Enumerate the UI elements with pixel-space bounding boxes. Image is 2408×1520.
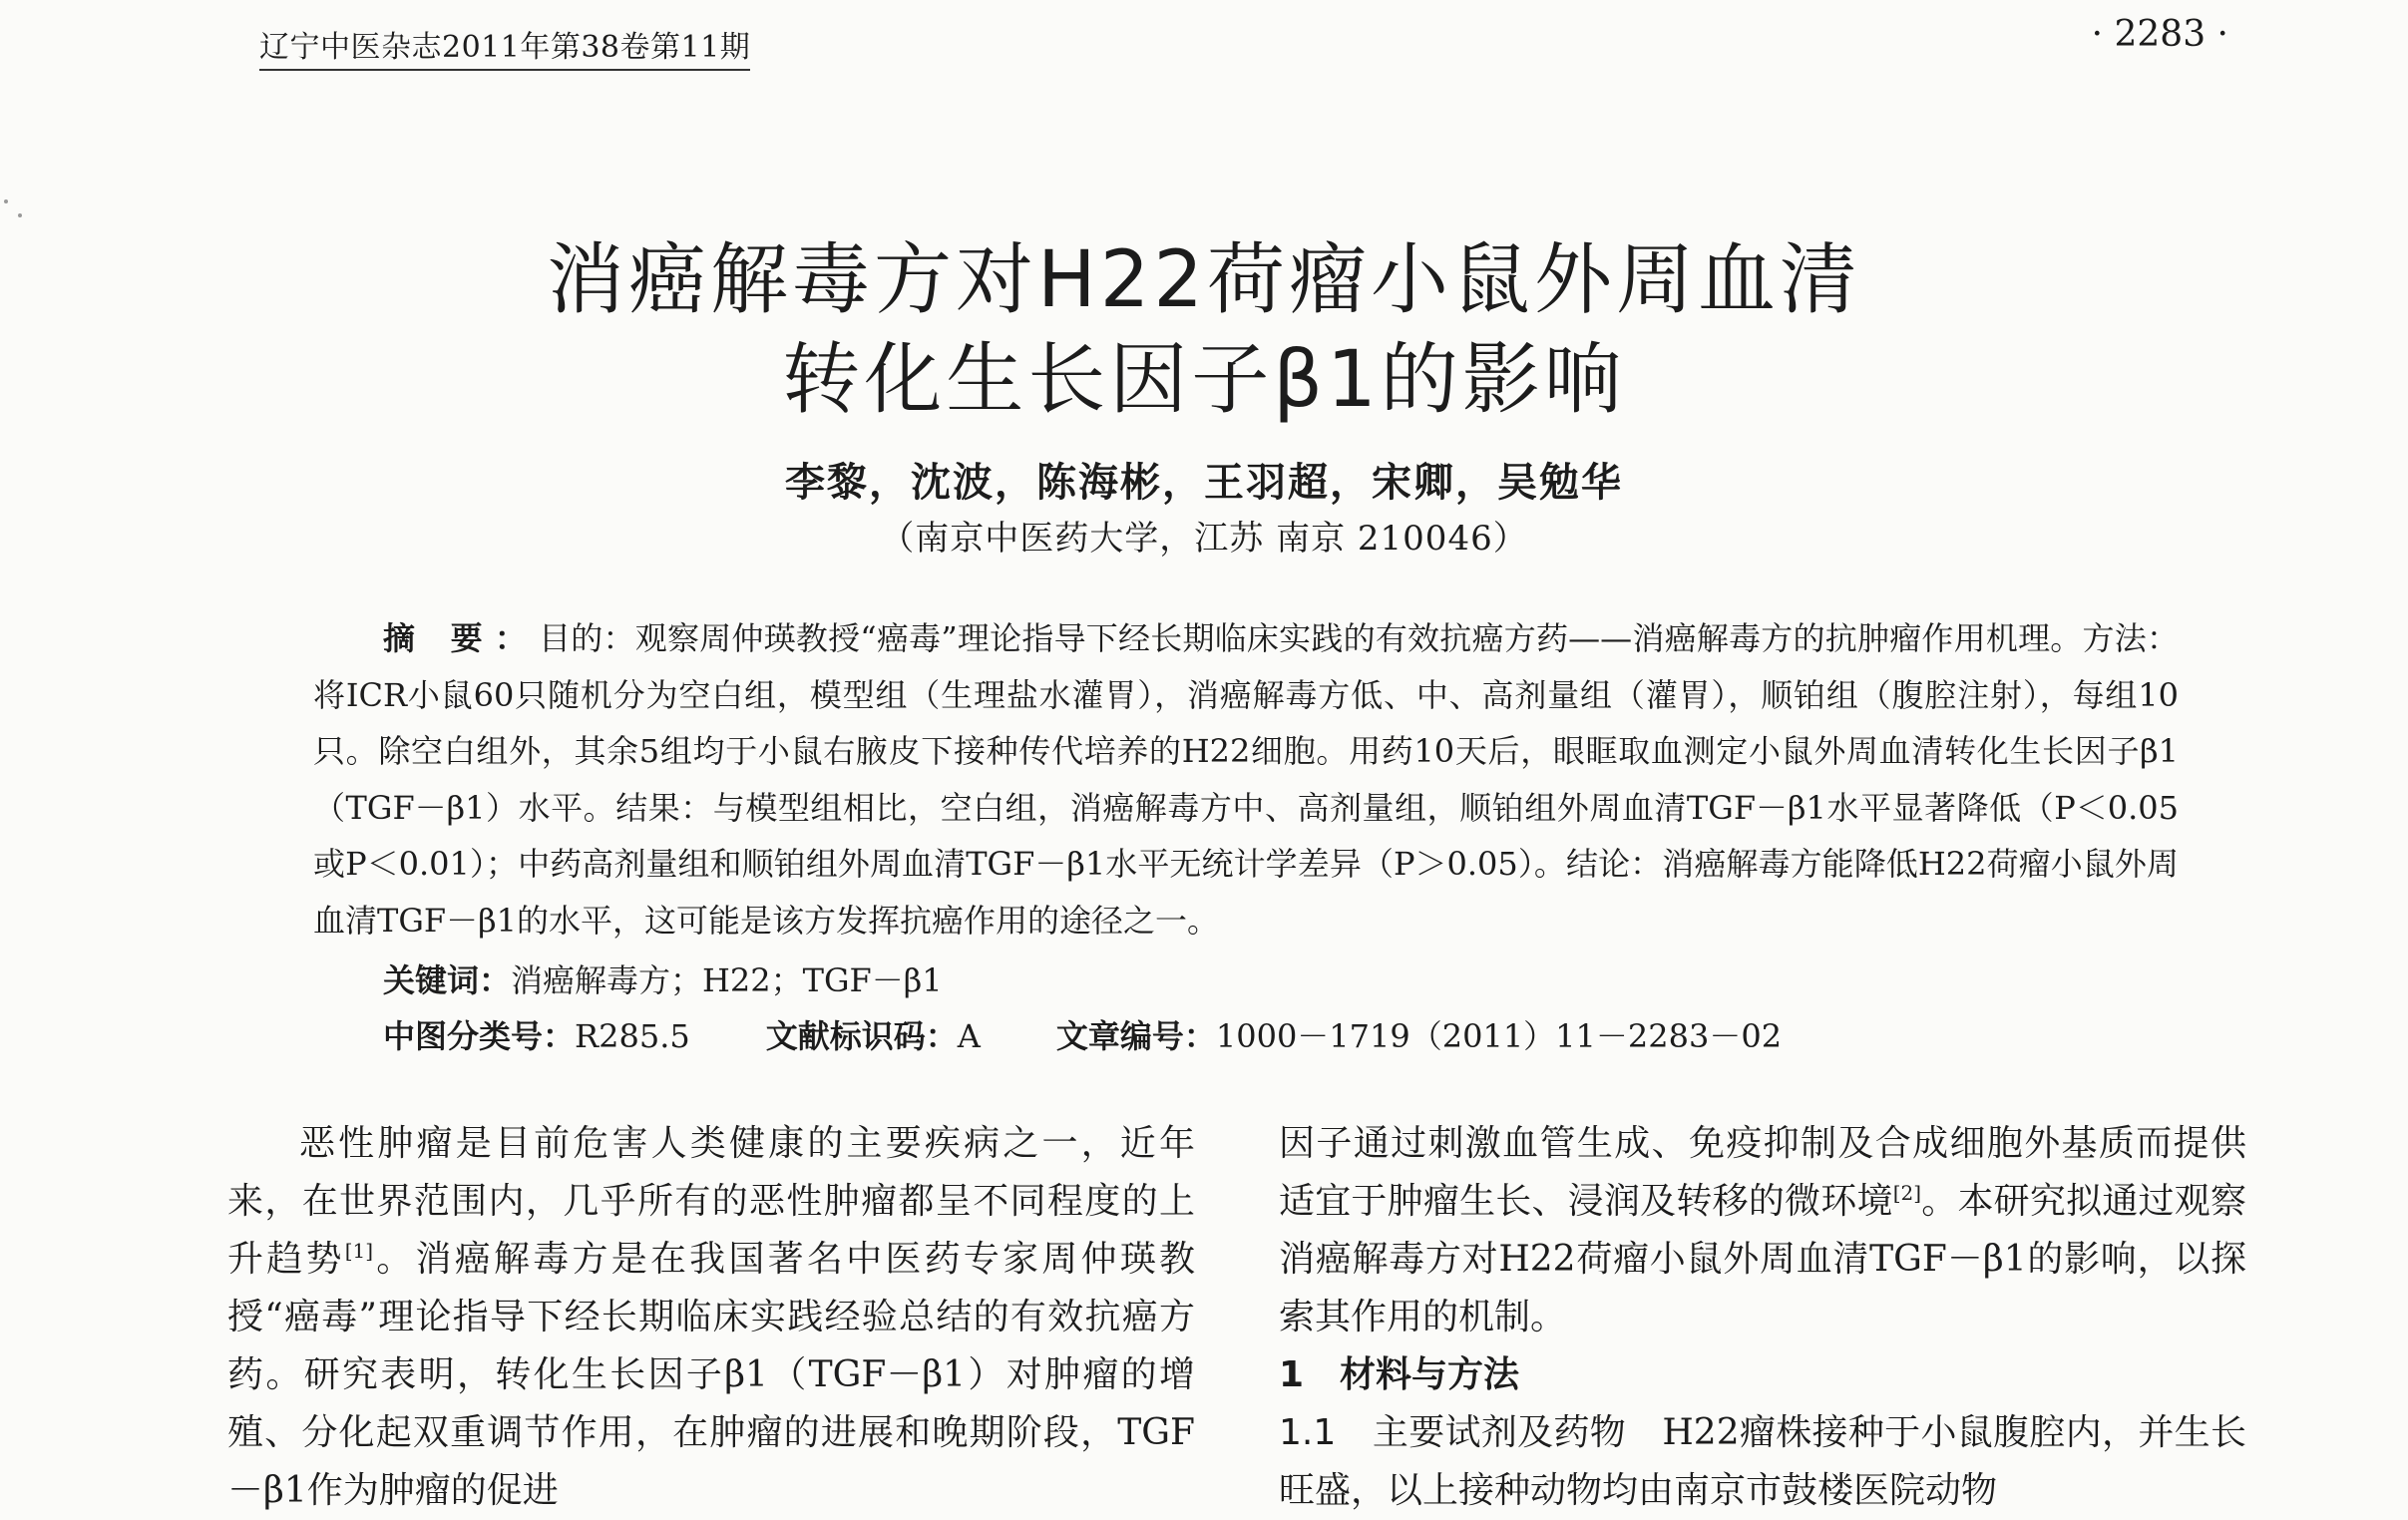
classification-line — [383, 1011, 1782, 1057]
paper-title-line1: 消癌解毒方对H22荷瘤小鼠外周血清 — [547, 235, 1861, 325]
doc-code-label: 文献标识码： — [765, 1017, 958, 1055]
body-left-column — [227, 1115, 1195, 1520]
keywords-label: 关键词： — [383, 961, 512, 999]
page-number: · 2283 · — [2091, 14, 2228, 55]
subsection-paragraph — [1279, 1404, 2246, 1520]
clc-label: 中图分类号： — [383, 1017, 576, 1055]
affiliation: （南京中医药大学，江苏 南京 210046） — [880, 519, 1528, 559]
author-list: 李黎，沈波，陈海彬，王羽超，宋卿，吴勉华 — [785, 460, 1623, 506]
article-number-label: 文章编号： — [1055, 1017, 1216, 1055]
intro-paragraph — [227, 1115, 1195, 1520]
continued-paragraph — [1279, 1115, 2246, 1346]
abstract-label: 摘 要： — [383, 619, 540, 657]
doc-code-value: A — [957, 1017, 981, 1055]
intro-text: 恶性肿瘤是目前危害人类健康的主要疾病之一，近年来，在世界范围内，几乎所有的恶性肿瘤都呈不同程度的上升趋势 — [227, 1123, 1195, 1280]
abstract-text: 目的：观察周仲瑛教授“癌毒”理论指导下经长期临床实践的有效抗癌方药——消癌解毒方的抗肿瘤作用机理。方法：将ICR小鼠60只随机分为空白组，模型组（生理盐水灌胃），消癌解毒方低、中、高剂量组（灌胃），顺铂组（腹腔注射），每组10只。除空白组外，其余5组均于小鼠右腋皮下接种传代培养的H22细胞。用药10天后，眼眶取血测定小鼠外周血清转化生长因子β1（TGF－β1）水平。结果：与模型组相比，空白组，消癌解毒方中、高剂量组，顺铂组外周血清TGF－β1水平显著降低（P＜0.05或P＜0.01）；中药高剂量组和顺铂组外周血清TGF－β1水平无统计学差异（P＞0.05）。结论：消癌解毒方能降低H22荷瘤小鼠外周血清TGF－β1的水平，这可能是该方发挥抗癌作用的途径之一。 — [313, 619, 2179, 940]
journal-header: 辽宁中医杂志2011年第38卷第11期 — [259, 22, 750, 71]
citation-ref: [2] — [1892, 1181, 1922, 1205]
keywords — [383, 955, 943, 1001]
paper-title-line2: 转化生长因子β1的影响 — [782, 335, 1626, 425]
scan-speck — [4, 199, 8, 203]
keywords-value: 消癌解毒方；H22；TGF－β1 — [511, 961, 943, 999]
abstract — [313, 610, 2179, 949]
subsection-heading: 1.1 主要试剂及药物 — [1279, 1412, 1627, 1453]
citation-ref: [1] — [344, 1239, 374, 1263]
subsection-text: H22瘤株接种于小鼠腹腔内，并生长旺盛，以上接种动物均由南京市鼓楼医院动物 — [1279, 1412, 2246, 1511]
body-right-column — [1279, 1115, 2246, 1520]
clc-value: R285.5 — [575, 1017, 690, 1055]
article-number-value: 1000－1719（2011）11－2283－02 — [1215, 1017, 1783, 1055]
continued-text: 因子通过刺激血管生成、免疫抑制及合成细胞外基质而提供适宜于肿瘤生长、浸润及转移的微环境 — [1279, 1123, 2246, 1222]
continued-text-end: 。本研究拟通过观察消癌解毒方对H22荷瘤小鼠外周血清TGF－β1的影响，以探索其作用的机制。 — [1279, 1181, 2246, 1337]
section-heading: 1 材料与方法 — [1279, 1354, 1520, 1395]
intro-text-continued: 。消癌解毒方是在我国著名中医药专家周仲瑛教授“癌毒”理论指导下经长期临床实践经验总结的有效抗癌方药。研究表明，转化生长因子β1（TGF－β1）对肿瘤的增殖、分化起双重调节作用，在肿瘤的进展和晚期阶段，TGF－β1作为肿瘤的促进 — [227, 1239, 1195, 1511]
